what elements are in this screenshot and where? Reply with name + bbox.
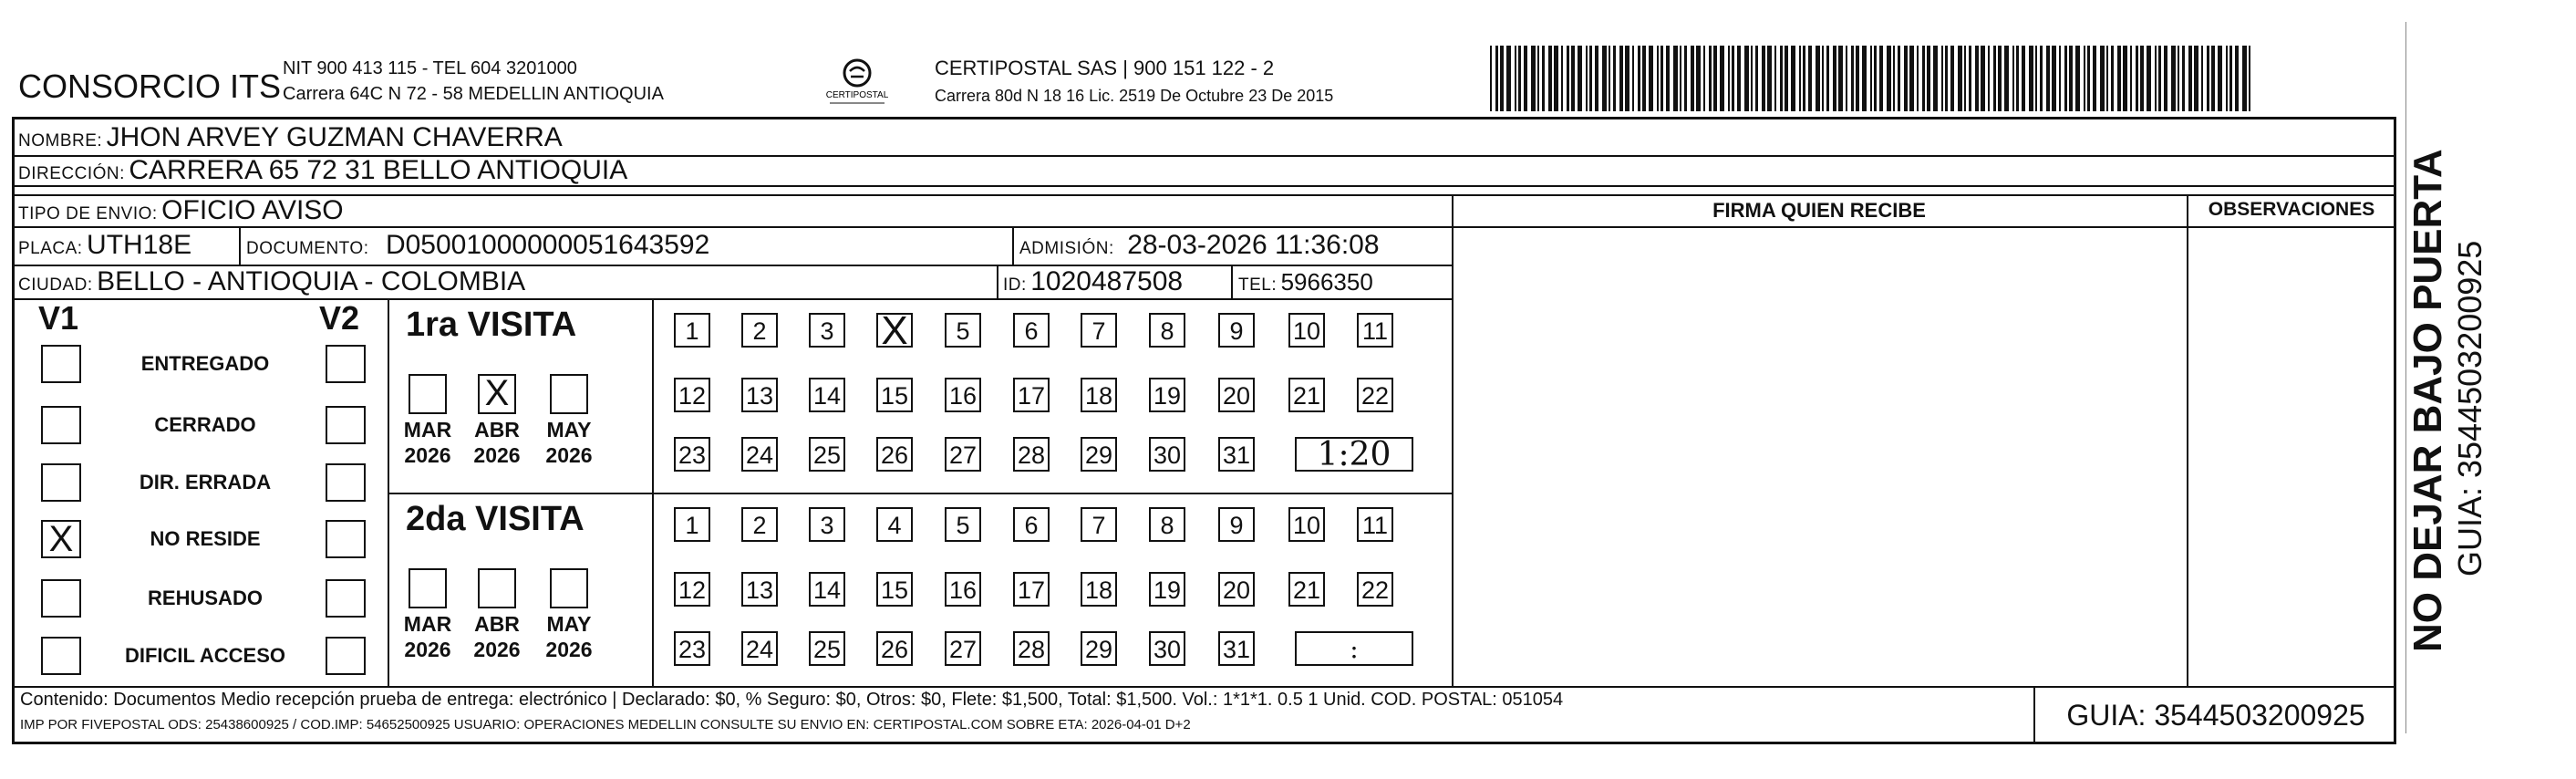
barcode-bar (1988, 46, 1990, 111)
placa-row (18, 230, 191, 261)
barcode-bar (2069, 46, 2073, 111)
barcode-bar (1975, 46, 1979, 111)
barcode-bar (1774, 46, 1776, 111)
day-box[interactable]: 12 (674, 572, 710, 607)
status-label: REHUSADO (148, 587, 263, 609)
status-label: ENTREGADO (140, 352, 270, 375)
month-name: ABR (474, 418, 520, 441)
barcode-bar (2111, 46, 2114, 111)
month-year: 2026 (473, 443, 521, 467)
barcode-bar (2147, 46, 2151, 111)
day-box[interactable]: 11 (1357, 313, 1393, 348)
day-box[interactable]: 28 (1013, 437, 1050, 472)
barcode-bar (2117, 46, 2121, 111)
month-year: 2026 (545, 638, 593, 661)
barcode-bar (1851, 46, 1854, 111)
v1-checkbox[interactable] (41, 579, 81, 618)
footer-contenido: Contenido: Documentos Medio recepción prueba de entrega: electrónico | Declarado: $0, % Seguro: $0, Otros: $0, Flete: $1,500, Total: $1,500. Vol.: 1*1*1. 0.5 1 Unid. COD. POSTAL: 051054 (20, 690, 1564, 710)
barcode-bar (1490, 46, 1492, 111)
day-box[interactable]: 7 (1081, 313, 1117, 348)
barcode (1488, 46, 2254, 111)
footer-imp: IMP POR FIVEPOSTAL ODS: 25438600925 / COD.IMP: 54652500925 USUARIO: OPERACIONES MEDELLIN CONSULTE SU ENVIO EN: CERTIPOSTAL.COM SOBRE ETA: 2026-04-01 D+2 (20, 717, 1191, 732)
nombre-value: JHON ARVEY GUZMAN CHAVERRA (106, 122, 563, 152)
barcode-bar (1917, 46, 1919, 111)
barcode-bar (1755, 46, 1758, 111)
v1-checkbox[interactable] (41, 637, 81, 675)
barcode-bar (1531, 46, 1536, 111)
v1-checkbox[interactable]: X (41, 520, 81, 558)
day-box[interactable]: 29 (1081, 437, 1117, 472)
nombre-row (18, 122, 563, 153)
barcode-bar (2211, 46, 2215, 111)
barcode-bar (2022, 46, 2025, 111)
barcode-bar (1537, 46, 1539, 111)
barcode-bar (1958, 46, 1962, 111)
tipo-envio-label: TIPO DE ENVIO: (18, 204, 158, 223)
month-name: MAR (403, 418, 452, 441)
day-box[interactable]: 3 (809, 507, 845, 542)
barcode-bar (1799, 46, 1801, 111)
month-checkbox[interactable] (550, 374, 588, 414)
barcode-bar (1780, 46, 1783, 111)
company-address: Carrera 64C N 72 - 58 MEDELLIN ANTIOQUIA (283, 84, 664, 104)
barcode-bar (1602, 46, 1607, 111)
month-checkbox[interactable] (550, 568, 588, 608)
v1-checkbox[interactable] (41, 406, 81, 444)
day-box[interactable]: 5 (945, 313, 981, 348)
tel-value: 5966350 (1280, 268, 1373, 296)
ciudad-label: CIUDAD: (18, 275, 93, 295)
placa-value: UTH18E (87, 230, 192, 260)
documento-row (246, 230, 709, 261)
barcode-bar (1879, 46, 1883, 111)
day-box[interactable]: 2 (741, 313, 778, 348)
barcode-bar (2046, 46, 2050, 111)
barcode-bar (1856, 46, 1859, 111)
id-row (1003, 266, 1183, 297)
barcode-bar (1720, 46, 1724, 111)
barcode-bar (2093, 46, 2096, 111)
status-label: DIFICIL ACCESO (124, 644, 285, 667)
day-box[interactable]: 18 (1081, 572, 1117, 607)
v1-checkbox[interactable] (41, 345, 81, 383)
barcode-bar (1822, 46, 1824, 111)
day-box[interactable]: 27 (945, 631, 981, 666)
barcode-bar (2100, 46, 2105, 111)
v2-header: V2 (319, 299, 360, 337)
barcode-bar (1571, 46, 1575, 111)
day-box[interactable]: 14 (809, 378, 845, 412)
barcode-bar (1909, 46, 1914, 111)
barcode-bar (1578, 46, 1582, 111)
barcode-bar (2064, 46, 2067, 111)
barcode-bar (2235, 46, 2239, 111)
barcode-bar (1567, 46, 1569, 111)
side-guia: GUIA: 3544503200925 (2451, 240, 2488, 576)
barcode-bar (1657, 46, 1659, 111)
day-box[interactable]: 6 (1013, 313, 1050, 348)
barcode-bar (1709, 46, 1712, 111)
day-box[interactable]: 10 (1288, 507, 1325, 542)
month-checkbox[interactable] (478, 568, 516, 608)
barcode-bar (2164, 46, 2167, 111)
barcode-bar (1981, 46, 1985, 111)
time-box[interactable]: : (1295, 631, 1413, 666)
month-year: 2026 (473, 638, 521, 661)
documento-value: D05001000000051643592 (385, 230, 710, 260)
barcode-bar (1495, 46, 1498, 111)
certipostal-line: CERTIPOSTAL SAS | 900 151 122 - 2 (935, 57, 1275, 79)
visit-title: 2da VISITA (406, 500, 585, 538)
edge-line (2398, 22, 2406, 733)
barcode-bar (1666, 46, 1670, 111)
barcode-bar (2155, 46, 2157, 111)
barcode-bar (2084, 46, 2085, 111)
day-box[interactable]: 21 (1288, 378, 1325, 412)
barcode-bar (1862, 46, 1867, 111)
barcode-bar (2182, 46, 2185, 111)
barcode-bar (1933, 46, 1938, 111)
barcode-bar (1874, 46, 1877, 111)
day-box[interactable]: 20 (1218, 378, 1255, 412)
day-box[interactable]: 5 (945, 507, 981, 542)
day-box[interactable]: 18 (1081, 378, 1117, 412)
barcode-bar (1893, 46, 1895, 111)
ciudad-row (18, 266, 525, 297)
barcode-bar (1993, 46, 1996, 111)
barcode-bar (1870, 46, 1872, 111)
day-box[interactable]: 21 (1288, 572, 1325, 607)
barcode-bar (1791, 46, 1795, 111)
tipo-envio-row (18, 195, 344, 226)
barcode-bar (1609, 46, 1610, 111)
day-box[interactable]: 31 (1218, 437, 1255, 472)
barcode-bar (1785, 46, 1788, 111)
month-year: 2026 (404, 638, 451, 661)
status-label: NO RESIDE (150, 527, 261, 550)
barcode-bar (1927, 46, 1930, 111)
day-box[interactable]: 20 (1218, 572, 1255, 607)
barcode-bar (1737, 46, 1741, 111)
barcode-bar (1632, 46, 1634, 111)
day-box[interactable]: 17 (1013, 572, 1050, 607)
day-box[interactable]: 9 (1218, 313, 1255, 348)
barcode-bar (2178, 46, 2179, 111)
barcode-bar (1680, 46, 1681, 111)
barcode-bar (1833, 46, 1836, 111)
barcode-bar (1762, 46, 1765, 111)
barcode-bar (2123, 46, 2127, 111)
day-box[interactable]: 28 (1013, 631, 1050, 666)
day-box[interactable]: 6 (1013, 507, 1050, 542)
barcode-bar (2188, 46, 2192, 111)
barcode-bar (1969, 46, 1971, 111)
barcode-bar (1941, 46, 1943, 111)
v1-checkbox[interactable] (41, 463, 81, 502)
day-box[interactable]: 26 (876, 631, 913, 666)
direccion-value: CARRERA 65 72 31 BELLO ANTIOQUIA (129, 155, 628, 185)
barcode-bar (1625, 46, 1629, 111)
day-box[interactable]: 26 (876, 437, 913, 472)
barcode-bar (2201, 46, 2203, 111)
direccion-row (18, 155, 627, 186)
month-checkbox[interactable]: X (478, 374, 516, 414)
barcode-bar (1803, 46, 1805, 111)
barcode-bar (1506, 46, 1511, 111)
barcode-bar (2004, 46, 2009, 111)
barcode-bar (2075, 46, 2080, 111)
company-nit: NIT 900 413 115 - TEL 604 3201000 (283, 58, 577, 78)
barcode-bar (1808, 46, 1812, 111)
barcode-bar (1542, 46, 1545, 111)
month-year: 2026 (545, 443, 593, 467)
v2-checkbox[interactable] (326, 579, 366, 618)
barcode-bar (2229, 46, 2232, 111)
barcode-bar (1767, 46, 1772, 111)
month-name: MAY (546, 418, 592, 441)
company-name: CONSORCIO ITS (18, 68, 282, 105)
barcode-bar (1561, 46, 1563, 111)
barcode-bar (1684, 46, 1687, 111)
barcode-bar (2207, 46, 2209, 111)
day-box[interactable]: 14 (809, 572, 845, 607)
barcode-bar (1904, 46, 1908, 111)
barcode-bar (1945, 46, 1948, 111)
nombre-label: NOMBRE: (18, 131, 103, 151)
day-box[interactable]: 23 (674, 631, 710, 666)
tel-label: TEL: (1238, 275, 1278, 295)
day-box[interactable]: 12 (674, 378, 710, 412)
barcode-bar (1673, 46, 1678, 111)
day-box[interactable]: 3 (809, 313, 845, 348)
footer-guia: GUIA: 3544503200925 (2033, 686, 2396, 744)
day-box[interactable]: 7 (1081, 507, 1117, 542)
day-box[interactable]: 8 (1149, 507, 1185, 542)
day-box[interactable]: 15 (876, 378, 913, 412)
barcode-bar (1638, 46, 1640, 111)
barcode-bar (2249, 46, 2250, 111)
v2-checkbox[interactable] (326, 637, 366, 675)
admision-label: ADMISIÓN: (1019, 239, 1114, 258)
day-box[interactable]: 15 (876, 572, 913, 607)
barcode-bar (2012, 46, 2014, 111)
barcode-bar (1950, 46, 1954, 111)
barcode-bar (2194, 46, 2198, 111)
documento-label: DOCUMENTO: (246, 239, 369, 258)
barcode-bar (2052, 46, 2056, 111)
day-box[interactable]: 30 (1149, 437, 1185, 472)
day-box[interactable]: 9 (1218, 507, 1255, 542)
barcode-bar (1751, 46, 1753, 111)
status-label: DIR. ERRADA (139, 471, 272, 493)
barcode-bar (1586, 46, 1588, 111)
id-label: ID: (1003, 275, 1027, 295)
barcode-bar (1554, 46, 1558, 111)
time-box[interactable]: 1:20 (1295, 437, 1413, 472)
month-name: MAR (403, 612, 452, 636)
barcode-bar (1713, 46, 1717, 111)
v2-checkbox[interactable] (326, 406, 366, 444)
day-box[interactable]: 8 (1149, 313, 1185, 348)
day-box[interactable]: 1 (674, 507, 710, 542)
barcode-bar (2226, 46, 2228, 111)
barcode-bar (1998, 46, 2002, 111)
barcode-bar (2242, 46, 2247, 111)
day-box[interactable]: 17 (1013, 378, 1050, 412)
barcode-bar (1518, 46, 1521, 111)
barcode-bar (2040, 46, 2043, 111)
day-box[interactable]: 13 (741, 378, 778, 412)
barcode-bar (2087, 46, 2090, 111)
day-box[interactable]: 22 (1357, 572, 1393, 607)
day-box[interactable]: 22 (1357, 378, 1393, 412)
month-year: 2026 (404, 443, 451, 467)
admision-value: 28-03-2026 11:36:08 (1127, 230, 1380, 260)
barcode-bar (2158, 46, 2161, 111)
v2-checkbox[interactable] (326, 463, 366, 502)
day-box[interactable]: 25 (809, 437, 845, 472)
day-box[interactable]: 10 (1288, 313, 1325, 348)
barcode-bar (1838, 46, 1843, 111)
barcode-bar (2136, 46, 2138, 111)
barcode-bar (1732, 46, 1734, 111)
barcode-bar (2059, 46, 2061, 111)
barcode-bar (1524, 46, 1527, 111)
barcode-bar (1515, 46, 1516, 111)
month-checkbox[interactable] (409, 374, 447, 414)
certipostal-address: Carrera 80d N 18 16 Lic. 2519 De Octubre 23 De 2015 (935, 87, 1334, 105)
barcode-bar (2171, 46, 2176, 111)
certipostal-logo (816, 55, 898, 109)
barcode-bar (2035, 46, 2037, 111)
ciudad-value: BELLO - ANTIOQUIA - COLOMBIA (97, 266, 526, 296)
barcode-bar (1619, 46, 1623, 111)
barcode-bar (1589, 46, 1592, 111)
placa-label: PLACA: (18, 239, 83, 258)
barcode-bar (1816, 46, 1820, 111)
day-box[interactable]: 23 (674, 437, 710, 472)
barcode-bar (1613, 46, 1616, 111)
day-box[interactable]: 29 (1081, 631, 1117, 666)
visit-title: 1ra VISITA (406, 306, 577, 344)
barcode-bar (1964, 46, 1966, 111)
day-box[interactable]: 4 (876, 507, 913, 542)
barcode-bar (1728, 46, 1730, 111)
day-box[interactable]: 16 (945, 572, 981, 607)
day-box[interactable]: 19 (1149, 378, 1185, 412)
id-value: 1020487508 (1030, 266, 1184, 296)
v1-header: V1 (38, 299, 79, 337)
day-box[interactable]: 13 (741, 572, 778, 607)
day-box[interactable]: 1 (674, 313, 710, 348)
barcode-bar (2140, 46, 2144, 111)
admision-row (1019, 230, 1380, 261)
tipo-envio-value: OFICIO AVISO (161, 195, 344, 225)
logo-text: CERTIPOSTAL (825, 90, 889, 100)
day-box[interactable]: 11 (1357, 507, 1393, 542)
barcode-bar (1649, 46, 1653, 111)
barcode-bar (2130, 46, 2132, 111)
barcode-bar (2106, 46, 2108, 111)
barcode-bar (1696, 46, 1701, 111)
barcode-bar (2218, 46, 2222, 111)
barcode-bar (1703, 46, 1705, 111)
barcode-bar (1595, 46, 1598, 111)
barcode-bar (2029, 46, 2033, 111)
observaciones-label: OBSERVACIONES (2208, 199, 2375, 220)
barcode-bar (1548, 46, 1552, 111)
day-box[interactable]: 31 (1218, 631, 1255, 666)
day-box[interactable]: 25 (809, 631, 845, 666)
tel-row (1238, 268, 1373, 296)
status-label: CERRADO (154, 413, 256, 436)
side-warning: NO DEJAR BAJO PUERTA (2405, 149, 2450, 652)
firma-label: FIRMA QUIEN RECIBE (1712, 199, 1926, 222)
month-name: ABR (474, 612, 520, 636)
day-box[interactable]: 24 (741, 437, 778, 472)
day-box[interactable]: 30 (1149, 631, 1185, 666)
day-box[interactable]: 16 (945, 378, 981, 412)
direccion-label: DIRECCIÓN: (18, 164, 125, 183)
v2-checkbox[interactable] (326, 520, 366, 558)
barcode-bar (2016, 46, 2019, 111)
barcode-bar (1898, 46, 1900, 111)
v2-checkbox[interactable] (326, 345, 366, 383)
barcode-bar (1642, 46, 1646, 111)
barcode-bar (1744, 46, 1749, 111)
barcode-bar (1922, 46, 1925, 111)
day-box[interactable]: X (876, 313, 913, 348)
barcode-bar (1660, 46, 1663, 111)
day-box[interactable]: 27 (945, 437, 981, 472)
day-box[interactable]: 24 (741, 631, 778, 666)
month-checkbox[interactable] (409, 568, 447, 608)
day-box[interactable]: 19 (1149, 572, 1185, 607)
barcode-bar (1826, 46, 1829, 111)
month-name: MAY (546, 612, 592, 636)
barcode-bar (1691, 46, 1694, 111)
barcode-bar (1500, 46, 1504, 111)
day-box[interactable]: 2 (741, 507, 778, 542)
barcode-bar (1887, 46, 1891, 111)
barcode-bar (1846, 46, 1847, 111)
